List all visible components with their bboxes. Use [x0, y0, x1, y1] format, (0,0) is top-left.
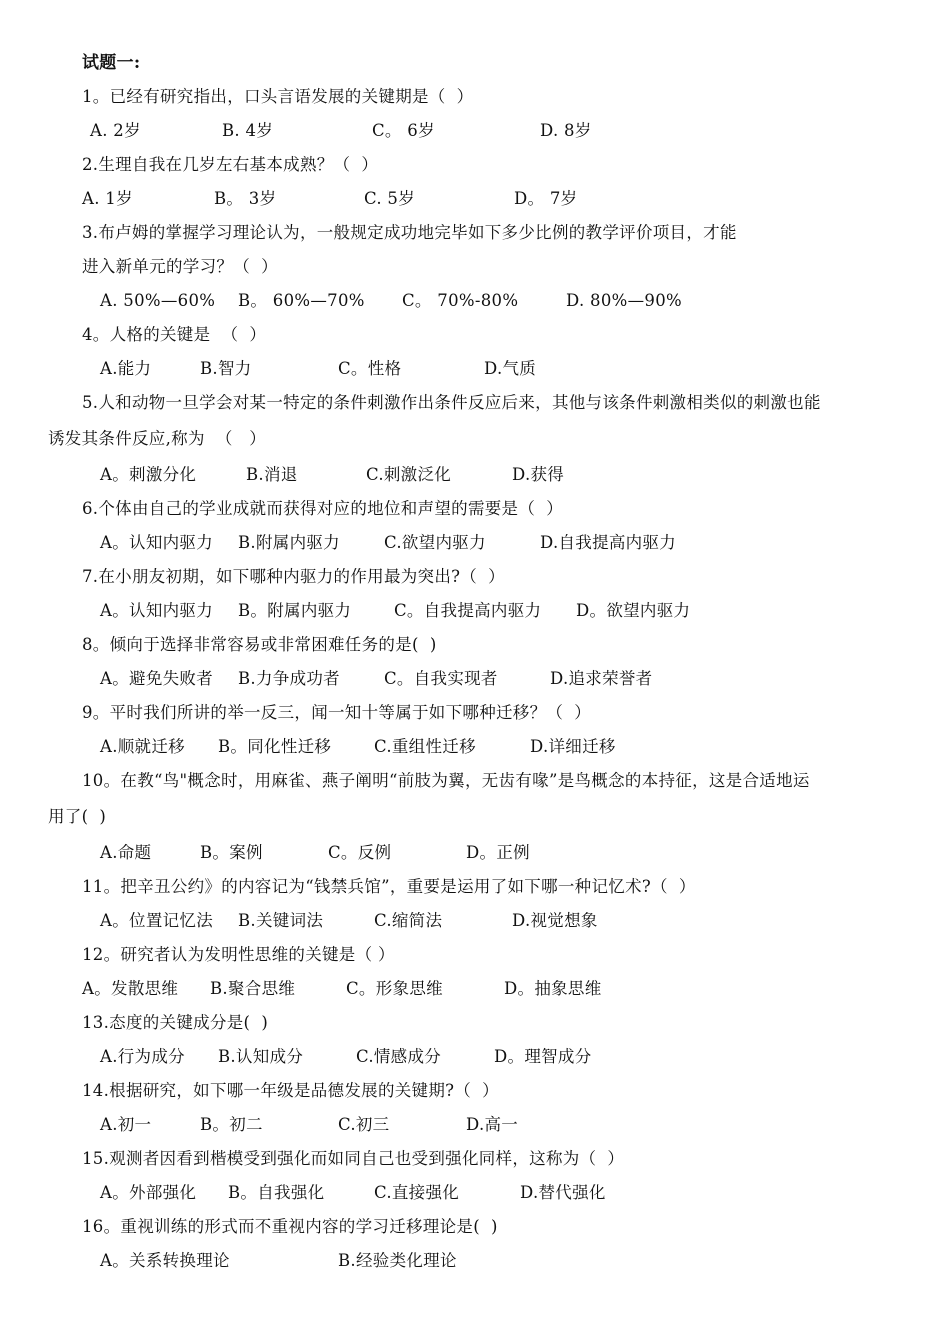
option-d: D.详细迁移 [530, 737, 616, 756]
option-b: B。案例 [200, 843, 263, 862]
option-a: A。刺激分化 [100, 465, 197, 484]
option-d: D.自我提高内驱力 [540, 533, 677, 552]
option-a: A。认知内驱力 [100, 601, 214, 620]
option-a: A.顺就迁移 [100, 737, 185, 756]
question-4-text: 4。人格的关键是 （ ） [82, 325, 267, 344]
option-b: B.附属内驱力 [238, 533, 340, 552]
option-c: C。性格 [338, 359, 402, 378]
option-b: B. 4岁 [222, 121, 274, 140]
option-d: D.视觉想象 [512, 911, 598, 930]
question-16-text: 16。重视训练的形式而不重视内容的学习迁移理论是( ) [82, 1217, 498, 1236]
option-a: A.行为成分 [100, 1047, 185, 1066]
question-9-text: 9。平时我们所讲的举一反三，闻一知十等属于如下哪种迁移？（ ） [82, 703, 592, 722]
question-2-text: 2.生理自我在几岁左右基本成熟？（ ） [82, 155, 379, 174]
option-b: B.智力 [200, 359, 252, 378]
option-b: B。 3岁 [214, 189, 277, 208]
question-5-text-cont: 诱发其条件反应,称为 （ ） [48, 429, 267, 448]
option-c: C。反例 [328, 843, 392, 862]
option-c: C. 5岁 [364, 189, 416, 208]
question-13-text: 13.态度的关键成分是( ) [82, 1013, 269, 1032]
option-a: A。外部强化 [100, 1183, 197, 1202]
option-a: A. 2岁 [90, 121, 141, 140]
option-a: A.能力 [100, 359, 152, 378]
option-d: D.替代强化 [520, 1183, 606, 1202]
option-c: C.缩简法 [374, 911, 443, 930]
option-b: B.力争成功者 [238, 669, 340, 688]
question-5-text: 5.人和动物一旦学会对某一特定的条件刺激作出条件反应后来，其他与该条件刺激相类似的刺激也能 [82, 393, 821, 412]
option-a: A。关系转换理论 [100, 1251, 230, 1270]
question-10-text: 10。在教“鸟"概念时，用麻雀、燕子阐明“前肢为翼，无齿有喙”是鸟概念的本持征，这是合适地运 [82, 771, 810, 790]
option-c: C。 6岁 [372, 121, 435, 140]
option-c: C.重组性迁移 [374, 737, 476, 756]
option-b: B。附属内驱力 [238, 601, 352, 620]
option-d: D。欲望内驱力 [576, 601, 691, 620]
question-1-text: 1。已经有研究指出，口头言语发展的关键期是（ ） [82, 87, 474, 106]
option-d: D.追求荣誉者 [550, 669, 653, 688]
option-a: A。发散思维 [82, 979, 179, 998]
option-b: B。同化性迁移 [218, 737, 332, 756]
option-c: C。自我实现者 [384, 669, 498, 688]
option-d: D。抽象思维 [504, 979, 602, 998]
option-c: C.欲望内驱力 [384, 533, 486, 552]
option-b: B.经验类化理论 [338, 1251, 457, 1270]
question-15-text: 15.观测者因看到楷模受到强化而如同自己也受到强化同样，这称为（ ） [82, 1149, 625, 1168]
question-10-text-cont: 用了( ) [48, 807, 107, 826]
option-b: B。自我强化 [228, 1183, 325, 1202]
question-6-text: 6.个体由自己的学业成就而获得对应的地位和声望的需要是（ ） [82, 499, 564, 518]
option-c: C。自我提高内驱力 [394, 601, 542, 620]
question-12-text: 12。研究者认为发明性思维的关键是（ ） [82, 945, 395, 964]
question-14-text: 14.根据研究，如下哪一年级是品德发展的关键期?（ ） [82, 1081, 499, 1100]
option-a: A. 50%—60% [100, 291, 216, 310]
option-b: B.认知成分 [218, 1047, 304, 1066]
question-3-text: 3.布卢姆的掌握学习理论认为，一般规定成功地完毕如下多少比例的教学评价项目，才能 [82, 223, 737, 242]
option-d: D. 8岁 [540, 121, 592, 140]
option-d: D。正例 [466, 843, 530, 862]
option-d: D.高一 [466, 1115, 519, 1134]
question-3-text-cont: 进入新单元的学习？（ ） [82, 257, 278, 276]
option-c: C。 70%-80% [402, 291, 519, 310]
option-d: D.获得 [512, 465, 565, 484]
option-c: C.直接强化 [374, 1183, 460, 1202]
option-b: B.聚合思维 [210, 979, 296, 998]
option-a: A. 1岁 [82, 189, 133, 208]
option-b: B。初二 [200, 1115, 263, 1134]
option-c: C.初三 [338, 1115, 390, 1134]
option-c: C.情感成分 [356, 1047, 442, 1066]
option-a: A。位置记忆法 [100, 911, 214, 930]
option-b: B.消退 [246, 465, 298, 484]
option-a: A.命题 [100, 843, 152, 862]
question-8-text: 8。倾向于选择非常容易或非常困难任务的是( ) [82, 635, 437, 654]
option-a: A.初一 [100, 1115, 152, 1134]
question-7-text: 7.在小朋友初期，如下哪种内驱力的作用最为突出?（ ） [82, 567, 505, 586]
option-c: C.刺激泛化 [366, 465, 452, 484]
option-d: D. 80%—90% [566, 291, 682, 310]
option-a: A。避免失败者 [100, 669, 214, 688]
exam-title: 试题一: [82, 53, 141, 73]
option-c: C。形象思维 [346, 979, 443, 998]
option-d: D。理智成分 [494, 1047, 592, 1066]
option-d: D.气质 [484, 359, 537, 378]
question-11-text: 11。把辛丑公约》的内容记为“钱禁兵馆”，重要是运用了如下哪一种记忆术?（ ） [82, 877, 696, 896]
option-d: D。 7岁 [514, 189, 578, 208]
option-b: B.关键词法 [238, 911, 324, 930]
option-a: A。认知内驱力 [100, 533, 214, 552]
option-b: B。 60%—70% [238, 291, 365, 310]
